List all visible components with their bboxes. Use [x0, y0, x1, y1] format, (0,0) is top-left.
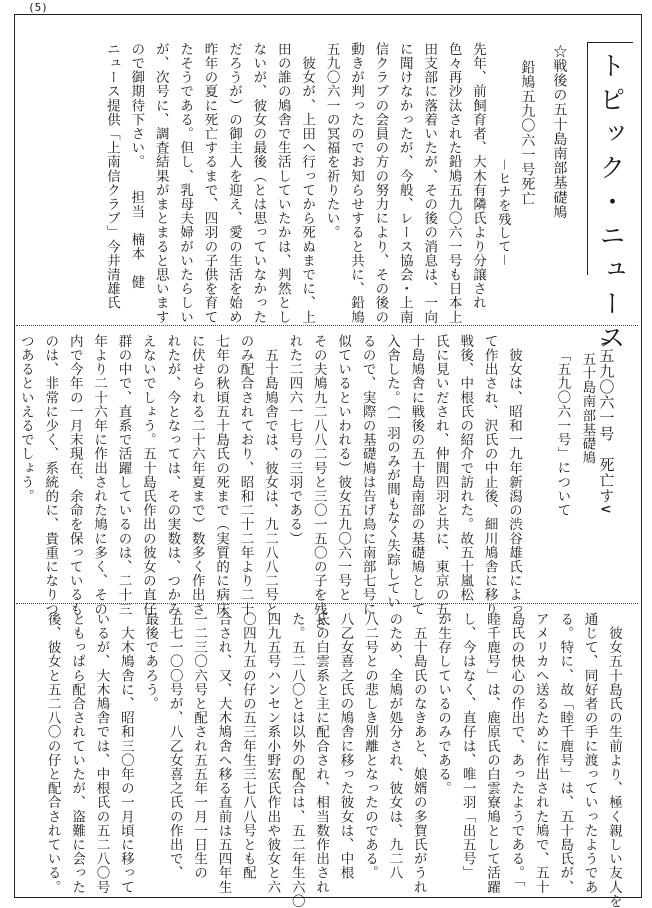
article3-line: 四九五号ハンセン系小野宏氏作出や彼女と六: [264, 612, 281, 894]
article3-line: る。特に、故「睦千鹿号」は、五十島氏が、: [557, 612, 574, 894]
article2-line: 似ているといわれる）彼女五九〇六一号と: [335, 334, 352, 602]
article1-line: 彼女が、上田へ行ってから死ぬまでに、上: [299, 42, 316, 324]
article3-line: 五十島氏のなきあと、娘婿の多賀氏がうれ: [410, 612, 427, 894]
article3-line: 後、彼女と五二八〇の仔と配合されている。: [44, 612, 61, 894]
article3-line: のため、全鳩が処分され、彼女は、九二八: [386, 612, 403, 880]
article2-line: 内で今年の一月末現在、余命を保っているも: [66, 334, 83, 616]
article1-body: [100, 42, 491, 324]
article3-line: ともっぱら配合されていたが、盗難に会った: [69, 612, 86, 894]
article3-line: 合され、又、大木鳩舎へ移る直前は五四年生: [215, 612, 232, 894]
article3-line: 島氏の快心の作出で、あったようである。「: [508, 612, 525, 888]
article2-line: 彼女は、昭和一九年新潟の渋谷雄氏によっ: [506, 334, 522, 616]
article3-line: た。五二八〇とは以外の配合は、五二年生六〇: [288, 612, 305, 908]
article2-intro: 「五九〇六一号」について: [554, 348, 571, 518]
article2-body: [13, 334, 526, 631]
article2-line: のみ配合されており、昭和二十二年より二十: [237, 334, 254, 616]
article2-line: るので、実際の基礎鳩は告げ鳥に南部七号に: [359, 334, 376, 616]
article2-line: のは、非常に少く、系統的に、貴重になりつ: [42, 334, 59, 616]
article1-subhead: 鉛鳩五九〇六一号死亡: [519, 60, 536, 206]
article1-byline: －ヒナを残して－: [495, 158, 511, 267]
article1-line: ないが、彼女の最後（とは思っていなかった: [250, 42, 267, 324]
article2-line: 群の中で、直系で活躍しているのは、二十三: [115, 334, 132, 616]
article3-line: 氏の白雲系と主に配合され、相当数作出され: [313, 612, 330, 894]
article3-line: 五七一〇〇号が、八乙女喜之氏の作出で、: [166, 612, 183, 880]
article1-line: 田支部に落着いたが、その後の消息は、一向: [421, 42, 438, 324]
article3-line: が生存しているのみである。: [435, 612, 452, 796]
article2-line: 十島鳩舎に戦後の五十島南部の基礎鳩として: [408, 334, 425, 616]
article1-line: 信クラブの会員の方の努力により、その後の: [372, 42, 389, 324]
article3-line: 彼女五十島氏の生前より、極く親しい友人を: [606, 612, 622, 908]
article2-line: れたが、今となっては、その実数は、つかみ: [164, 334, 181, 616]
article3-line: 八二号との悲しき別離となったのである。: [361, 612, 378, 880]
article3-line: 八乙女喜之氏の鳩舎に移った彼女は、中根: [337, 612, 354, 880]
article1-line: が、次号に、調査結果がまとまると思います: [152, 42, 169, 324]
article3-line: し、今はなく、直仔は、唯一羽「出五号」: [459, 612, 476, 880]
section-title: トピック・ニュース: [595, 52, 625, 358]
article1-line: に聞けなかったが、今般、レース協会・上南: [396, 42, 413, 324]
article3-line: 〇四九五の仔の五三年生三七八八号とも配: [239, 612, 256, 880]
article1-line: 動きが判ったのでお知らせすると共に、鉛鳩: [347, 42, 364, 324]
article2-line: 年より二十六年に作出された鳩に多く、その: [91, 334, 108, 616]
article2-line: れた二四六一七号の三羽である）: [286, 334, 303, 546]
article3-line: 最後であろう。: [142, 612, 159, 711]
article3-line: アメリカへ送るために作出された鳩で、五十: [532, 612, 549, 894]
article2-line: て作出され、沢氏の中止後、細川鳩舎に移り: [481, 334, 498, 616]
article2-subhead: 五十島南部基礎鳩: [579, 352, 596, 465]
article1-line: 昨年の夏に死亡するまで、四羽の子供を育て: [201, 42, 218, 324]
article1-line: だろうが）の御主人を迎え、愛の生活を始め: [225, 42, 242, 324]
article1-line: たそうである。但し、乳母夫婦がいたらしい: [177, 42, 194, 324]
article2-line: えないでしょう。五十島氏作出の彼女の直仔: [139, 334, 156, 616]
article2-line: つあるといえるでしょう。: [17, 334, 34, 504]
article3-line: 一二三〇六号と配され五五年一月一日生の: [191, 612, 208, 880]
section-divider-top: [16, 325, 638, 326]
section-divider-middle: [16, 603, 638, 604]
article2-headline: ∧五九〇六一号 死亡す∨: [597, 336, 616, 516]
article1-line: ニュース提供「上南信クラブ」今井清雄氏: [103, 42, 120, 310]
article1-line: 先年、前飼育者、大木有隣氏より分譲され: [470, 42, 486, 310]
article2-line: に伏せられる二十六年夏まで）数多く作出さ: [188, 334, 205, 616]
article2-line: 氏に見いだされ、仲間四羽と共に、東京の五: [432, 334, 449, 616]
article2-line: 入舎した。（一羽のみが間もなく失踪してい: [383, 334, 400, 610]
article3-line: 通じて、同好者の手に渡っていったようであ: [581, 612, 598, 894]
article1-line: 色々再沙汰された鉛鳩五九〇六一号も日本上: [445, 42, 462, 324]
article3-line: 大木鳩舎に、昭和三〇年の一月頃に移って: [117, 612, 134, 894]
page-number: (5): [28, 1, 48, 14]
article1-line: ので御期待下さい。 担当 楠本 健: [128, 42, 145, 290]
article1-line: 田の誰の鳩舎で生活していたかは、判然とし: [274, 42, 291, 324]
article2-line: 七年の秋頃五十島氏の死まで（実質的に病床: [213, 334, 230, 616]
article1-headline: ☆戦後の五十島南部基礎鳩: [551, 44, 568, 220]
article3-line: 睦千鹿号」は、鹿原氏の白雲寮鳩として活躍: [483, 612, 500, 894]
article2-line: 戦後、中根氏の紹介で訪れた。故五十嵐松: [457, 334, 474, 602]
article1-line: 五九〇六一の冥福を祈りたい。: [323, 42, 340, 240]
article2-line: その夫鳩九二八八二号と三〇一五〇の子を残さ: [310, 334, 327, 631]
article2-line: 五十島鳩舎では、彼女は、九二八八二号と: [261, 334, 278, 616]
article3-body: [40, 612, 626, 908]
article3-line: いるが、大木鳩舎では、中根氏の五二八〇号: [93, 612, 110, 894]
